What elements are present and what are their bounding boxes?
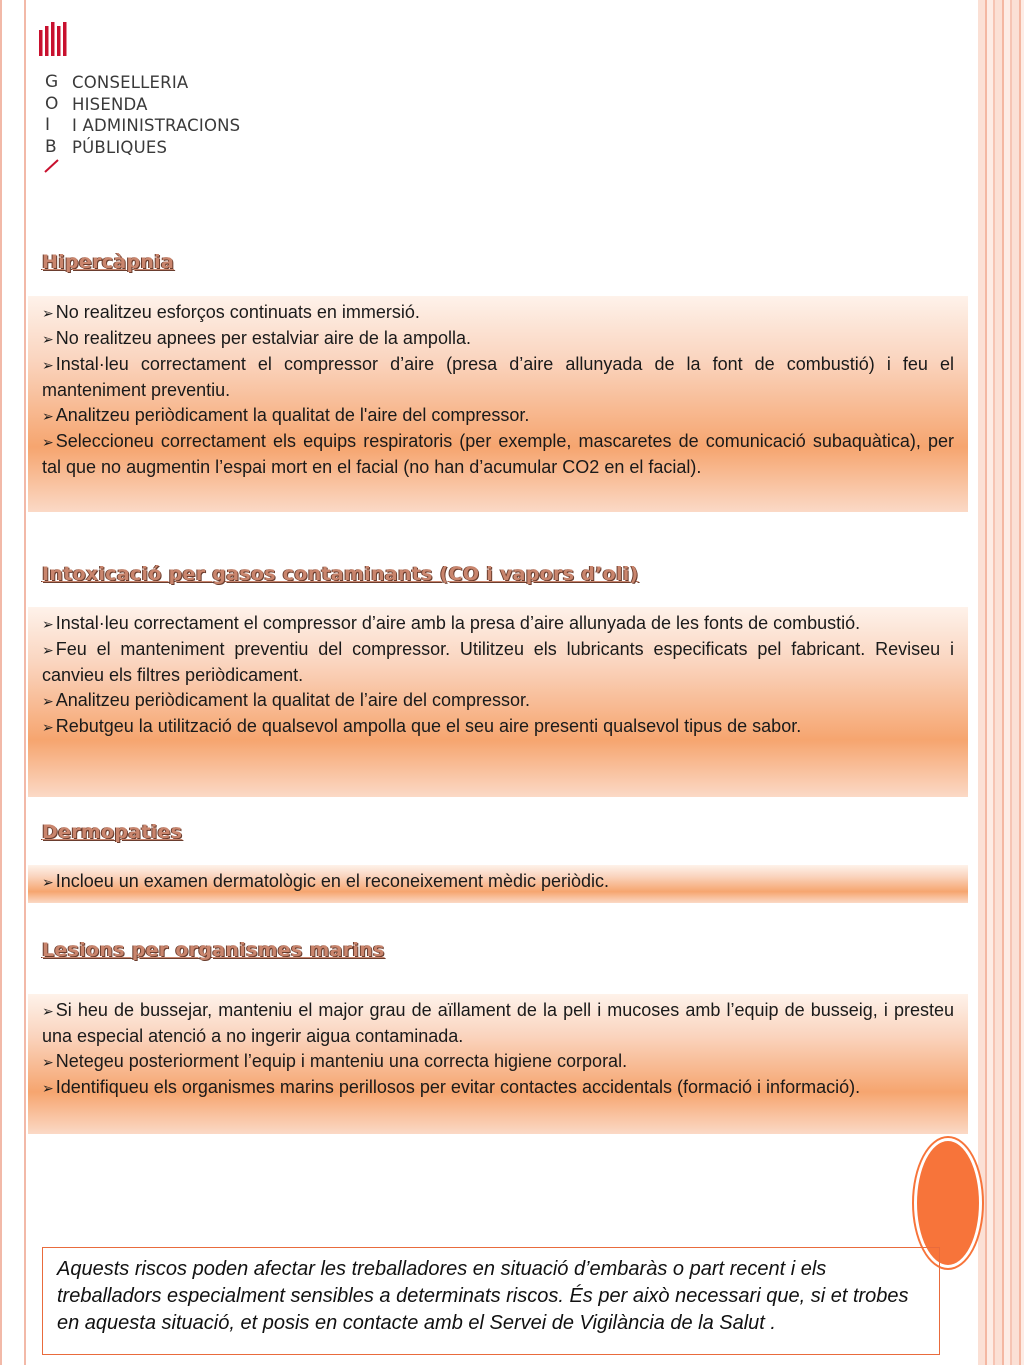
section-title-lesions: Lesions per organismes marins	[42, 939, 385, 961]
section-title-intoxicacio: Intoxicació per gasos contaminants (CO i vapors d’oli)	[42, 563, 639, 585]
list-item: ➢ Analitzeu periòdicament la qualitat de l'aire del compressor.	[42, 405, 530, 425]
section-title-hipercapnia: Hipercàpnia	[42, 251, 175, 273]
list-item: ➢ Si heu de bussejar, manteniu el major grau de aïllament de la pell i mucoses amb l’equip de busseig, i presteu una especial atenció a no ingerir aigua contaminada.	[42, 1000, 954, 1046]
arrow-bullet-icon: ➢	[42, 434, 54, 450]
list-item: ➢ Feu el manteniment preventiu del compressor. Utilitzeu els lubricants especificats pel fabricant. Reviseu i canvieu els filtres periòdicament.	[42, 639, 954, 685]
list-item: ➢ Rebutgeu la utilització de qualsevol ampolla que el seu aire presenti qualsevol tipus de sabor.	[42, 716, 802, 736]
logo-department-name: CONSELLERIA HISENDA I ADMINISTRACIONS PÚBLIQUES	[72, 73, 241, 157]
arrow-bullet-icon: ➢	[42, 1003, 54, 1019]
arrow-bullet-icon: ➢	[42, 719, 54, 735]
section-title-dermopaties: Dermopaties	[42, 821, 183, 843]
list-item: ➢ No realitzeu apnees per estalviar aire de la ampolla.	[42, 328, 471, 348]
left-border	[0, 0, 26, 1365]
list-item: ➢ Incloeu un examen dermatològic en el reconeixement mèdic periòdic.	[42, 871, 610, 891]
arrow-bullet-icon: ➢	[42, 1080, 54, 1096]
arrow-bullet-icon: ➢	[42, 331, 54, 347]
section-box-hipercapnia	[28, 296, 968, 512]
section-box-dermopaties	[28, 865, 968, 903]
list-item: ➢ No realitzeu esforços continuats en immersió.	[42, 302, 420, 322]
section-box-lesions	[28, 994, 968, 1134]
logo-letters: G O I B	[45, 72, 59, 157]
list-item: ➢ Analitzeu periòdicament la qualitat de l’aire del compressor.	[42, 690, 530, 710]
arrow-bullet-icon: ➢	[42, 616, 54, 632]
note-box	[42, 1247, 940, 1355]
right-stripes-decoration	[978, 0, 1024, 1365]
arrow-bullet-icon: ➢	[42, 357, 54, 373]
arrow-bullet-icon: ➢	[42, 408, 54, 424]
list-item: ➢ Identifiqueu els organismes marins perillosos per evitar contactes accidentals (formació i informació).	[42, 1077, 861, 1097]
list-item: ➢ Seleccioneu correctament els equips respiratoris (per exemple, mascaretes de comunicació subaquàtica), per tal que no augmentin l’espai mort en el facial (no han d’acumular CO2 en el facial).	[42, 431, 954, 477]
list-item: ➢ Instal·leu correctament el compressor d’aire (presa d’aire allunyada de la font de combustió) i feu el manteniment preventiu.	[42, 354, 954, 400]
arrow-bullet-icon: ➢	[42, 1054, 54, 1070]
arrow-bullet-icon: ➢	[42, 693, 54, 709]
arrow-bullet-icon: ➢	[42, 874, 54, 890]
note-text: Aquests riscos poden afectar les treballadores en situació d’embaràs o part recent i els treballadors especialment sensibles a determinats riscos. És per això necessari que, si et trobes en aquesta situació, et posis en contacte amb el Servei de Vigilància de la Salut .	[57, 1258, 909, 1334]
arrow-bullet-icon: ➢	[42, 642, 54, 658]
section-box-intoxicacio	[28, 607, 968, 797]
arrow-bullet-icon: ➢	[42, 305, 54, 321]
list-item: ➢ Instal·leu correctament el compressor d’aire amb la presa d’aire allunyada de les fonts de combustió.	[42, 613, 861, 633]
list-item: ➢ Netegeu posteriorment l’equip i manteniu una correcta higiene corporal.	[42, 1051, 628, 1071]
